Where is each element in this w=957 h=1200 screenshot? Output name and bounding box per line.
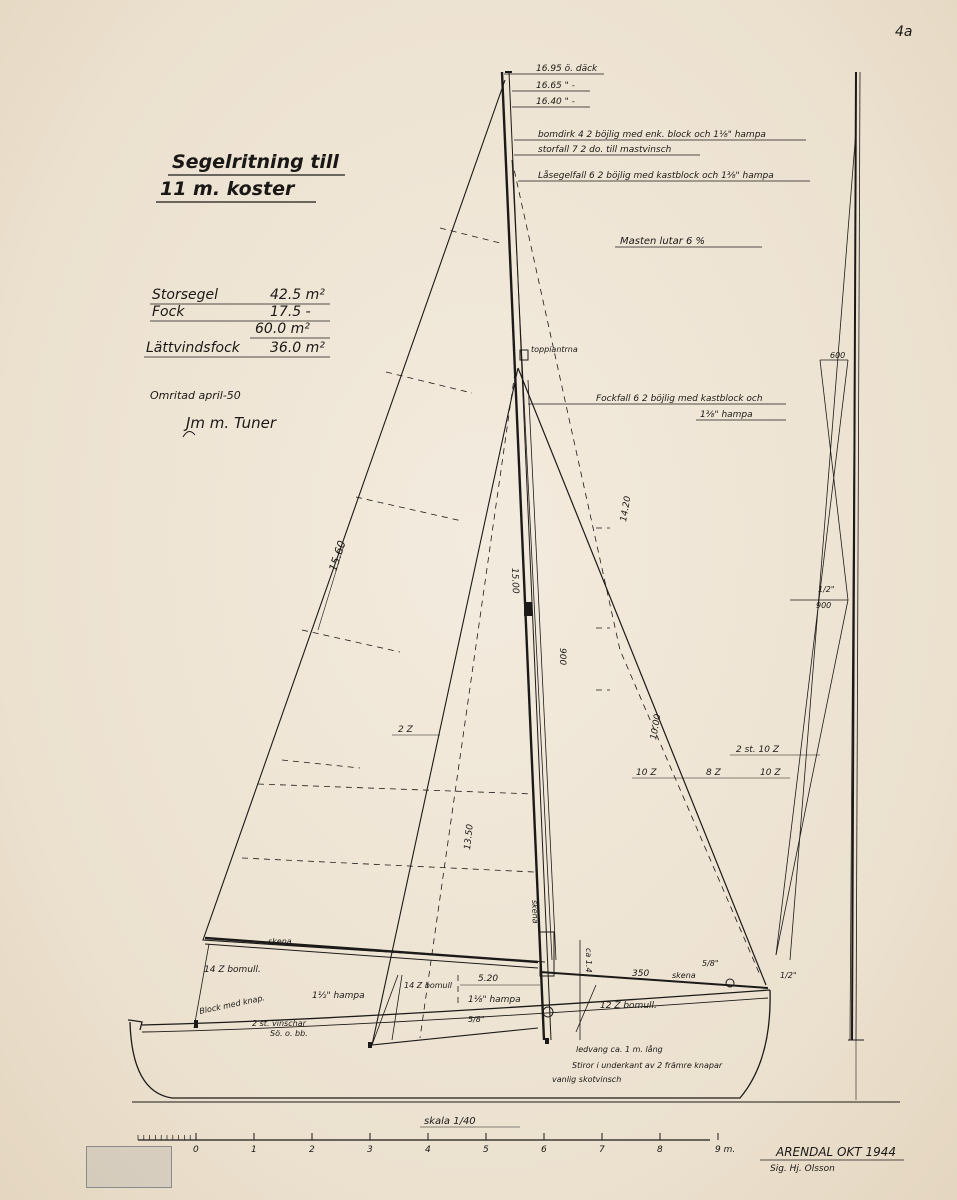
batten-line <box>242 858 534 872</box>
dim-10-00: 10.00 <box>649 713 664 741</box>
fockfall-note-2: 1⅜" hampa <box>700 410 753 420</box>
label-stiror: Stiror i underkant av 2 främre knapar <box>572 1061 723 1070</box>
scale-bar <box>138 1116 735 1155</box>
halyard-note-lasegelfall: Låsegelfall 6 2 böjlig med kastblock och 1⅜" hampa <box>538 171 774 181</box>
mainsail-outline <box>203 80 545 962</box>
revision-note: Omritad april-50 <box>150 389 241 402</box>
label-14z-bomull: 14 Z bomull. <box>204 965 261 975</box>
scale-tick-label: 3 <box>367 1145 373 1155</box>
sail-areas-table <box>144 287 330 357</box>
label-so-bb: Sö. o. bb. <box>270 1029 308 1038</box>
masthead-height-3: 16.40 " - <box>536 97 575 107</box>
jib-sheet <box>392 975 402 1040</box>
label-5-8-b: 5/8" <box>702 959 719 968</box>
place-date: ARENDAL OKT 1944 <box>776 1145 897 1159</box>
jib-outline <box>372 368 538 1045</box>
scale-tick-label: 5 <box>483 1145 489 1155</box>
area-value-total: 60.0 m² <box>255 321 310 337</box>
mast-fitting <box>524 602 532 616</box>
label-14z-bomull-b: 14 Z bomull <box>404 981 453 990</box>
label-skena-boom: skena <box>268 937 292 946</box>
batten-line <box>356 497 462 521</box>
topsail-luff <box>512 160 760 975</box>
jib-dashed-leech <box>420 372 515 1038</box>
diagonal-stay <box>776 600 848 955</box>
cleat <box>194 1020 198 1028</box>
dim-350: 350 <box>632 969 650 979</box>
dim-15-60: 15.60 <box>326 538 349 573</box>
area-value-storsegel: 42.5 m² <box>270 287 325 303</box>
scale-tick-label: 7 <box>599 1145 605 1155</box>
hull <box>128 990 900 1102</box>
scale-tick-label: 6 <box>541 1145 547 1155</box>
jib-sheet <box>576 985 596 1032</box>
archive-stamp <box>86 1146 172 1188</box>
label-hampa-1: 1½" hampa <box>312 991 365 1001</box>
dim-900: 900 <box>557 648 567 666</box>
scale-tick-label: 8 <box>657 1145 663 1155</box>
diagonal-stay <box>776 360 848 955</box>
halyard-note-bomdirk: bomdirk 4 2 böjlig med enk. block och 1⅛" hampa <box>538 130 766 140</box>
masthead-notes <box>504 64 810 420</box>
rig-2z: 2 Z <box>398 725 413 735</box>
dim-14-20: 14.20 <box>619 495 634 523</box>
scale-tick-label: 9 m. <box>715 1145 736 1155</box>
area-label-fock: Fock <box>152 304 185 320</box>
dimension-labels <box>199 351 846 1084</box>
batten-line <box>258 784 534 794</box>
mast-aft-edge <box>509 72 551 1040</box>
mast <box>502 72 544 1040</box>
rig-10z-b: 10 Z <box>760 768 781 778</box>
area-value-fock: 17.5 - <box>270 304 311 320</box>
scale-major-ticks <box>193 1133 735 1155</box>
dim-15-00: 15.00 <box>509 567 520 594</box>
fockfall-note-1: Fockfall 6 2 böjlig med kastblock och <box>596 394 763 404</box>
cleat <box>545 1038 549 1044</box>
signature-flourish <box>183 431 195 437</box>
label-ledvang: ledvang ca. 1 m. lång <box>576 1045 663 1054</box>
label-1-2: 1/2" <box>780 971 797 980</box>
jib-boom <box>540 972 768 988</box>
rig-8z: 8 Z <box>706 768 721 778</box>
side-mast-edge <box>856 72 860 1040</box>
scale-tick-label: 1 <box>251 1145 257 1155</box>
label-skena-jib: skena <box>672 971 696 980</box>
label-900: 900 <box>816 601 832 610</box>
title-line-2: 11 m. koster <box>160 178 295 200</box>
label-vinschar: 2 st. vinschar <box>252 1019 306 1028</box>
area-value-lattvindsfock: 36.0 m² <box>270 340 325 356</box>
batten-line <box>282 760 360 768</box>
scale-tick-label: 0 <box>193 1145 199 1155</box>
scale-tick-label: 4 <box>425 1145 431 1155</box>
drawn-by: Sig. Hj. Olsson <box>770 1164 835 1174</box>
label-ca-1-4: ca 1.4 <box>584 948 593 973</box>
signature: Jm m. Tuner <box>186 414 277 432</box>
dim-13-50: 13.50 <box>463 823 476 851</box>
rig-10z-a: 10 Z <box>636 768 657 778</box>
winch-drum <box>543 1007 553 1017</box>
area-label-lattvindsfock: Lättvindsfock <box>146 340 240 356</box>
halyard <box>528 380 556 960</box>
mast-rake-note: Masten lutar 6 % <box>620 236 706 247</box>
mainsail <box>203 80 545 1005</box>
shroud <box>512 160 552 960</box>
label-hampa-2: 1⅛" hampa <box>468 995 521 1005</box>
mast-and-rigging <box>194 72 768 1045</box>
label-600: 600 <box>830 351 846 360</box>
jib <box>372 368 538 1045</box>
masthead-height-1: 16.95 ö. däck <box>536 64 598 74</box>
scale-tick-label: 2 <box>309 1145 315 1155</box>
scale-minor-ticks <box>138 1135 190 1140</box>
label-5-8-a: 5/8" <box>468 1015 485 1024</box>
topsail <box>512 160 760 975</box>
dim-5-20: 5.20 <box>478 974 499 984</box>
label-skena-mast: skena <box>530 899 540 924</box>
label-12z-bomull: 12 Z bomull. <box>600 1001 657 1011</box>
label-block-med-knap: Block med knap. <box>198 993 266 1016</box>
toppiant-label: toppiantrna <box>531 345 578 354</box>
scale-label: skala 1/40 <box>424 1116 476 1127</box>
page-number: 4a <box>895 24 913 40</box>
batten-line <box>302 630 400 652</box>
halyard-note-storfall: storfall 7 2 do. till mastvinsch <box>538 145 672 155</box>
rig-2st: 2 st. 10 Z <box>736 745 780 755</box>
masthead-height-2: 16.65 " - <box>536 81 575 91</box>
label-vanlig-skotvinsch: vanlig skotvinsch <box>552 1075 622 1084</box>
area-label-storsegel: Storsegel <box>152 287 218 303</box>
label-1-2-b: 1/2" <box>818 585 835 594</box>
title-line-1: Segelritning till <box>172 151 339 173</box>
cleat <box>368 1042 372 1048</box>
forestay <box>518 368 766 985</box>
main-boom <box>205 938 538 962</box>
